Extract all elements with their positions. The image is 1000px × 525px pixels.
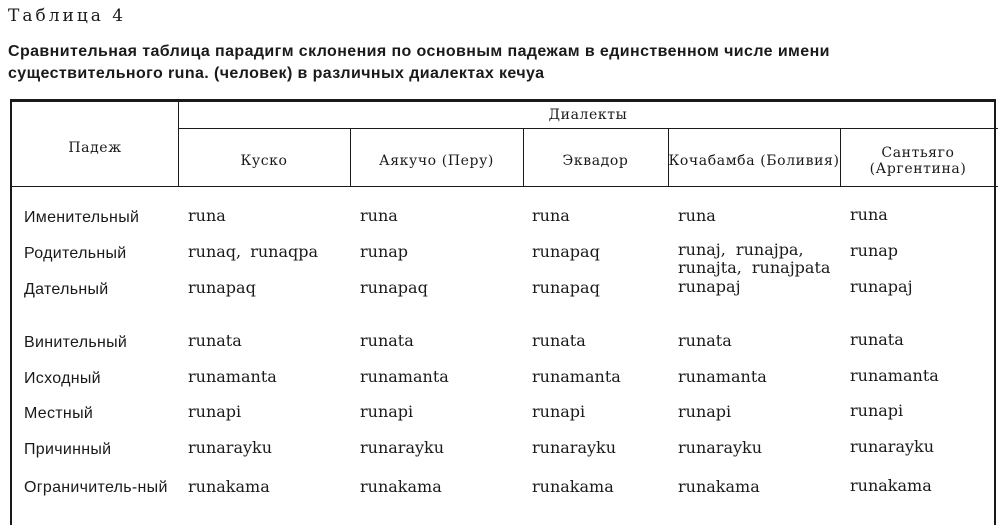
form-cell: runarayku <box>678 438 763 457</box>
form-cell: runamanta <box>850 366 939 385</box>
form-cell: runamanta <box>532 367 621 386</box>
form-cell: runapi <box>532 402 586 421</box>
form-cell: runarayku <box>360 438 445 457</box>
form-cell: runa <box>532 206 570 225</box>
form-cell: runata <box>678 331 732 350</box>
form-cell: runamanta <box>360 367 449 386</box>
form-cell: runa <box>850 205 888 224</box>
case-dative: Дательный <box>24 281 109 298</box>
header-dialect-ecuador: Эквадор <box>562 153 629 169</box>
case-nominative: Именительный <box>24 209 140 226</box>
header-case: Падеж <box>68 140 122 156</box>
header-dialect-cochabamba: Кочабамба (Боливия) <box>668 153 840 169</box>
form-cell: runa <box>188 206 226 225</box>
case-genitive: Родительный <box>24 245 127 262</box>
table-frame <box>10 99 996 525</box>
form-cell: runakama <box>850 476 932 495</box>
table-caption: Сравнительная таблица парадигм склонения по основным падежам в единственном числе имени существительного runa. (человек) в различных диалектах кечуа <box>8 43 830 82</box>
header-dialects: Диалекты <box>548 107 628 123</box>
form-cell: runarayku <box>532 438 617 457</box>
form-cell: runap <box>360 242 409 261</box>
form-cell: runata <box>360 331 414 350</box>
form-cell: runakama <box>678 477 760 496</box>
form-cell: runarayku <box>850 437 935 456</box>
header-dialect-santiago: Сантьяго (Аргентина) <box>869 145 967 177</box>
case-limitative: Ограничитель-ный <box>24 479 168 496</box>
form-cell: runarayku <box>188 438 273 457</box>
case-accusative: Винительный <box>24 334 128 351</box>
form-cell: runapi <box>678 402 732 421</box>
form-cell: runata <box>188 331 242 350</box>
form-cell: runa <box>678 206 716 225</box>
case-locative: Местный <box>24 405 94 422</box>
case-causal: Причинный <box>24 441 112 458</box>
form-cell: runaj, runajpa, runajta, runajpata <box>678 240 831 277</box>
header-dialect-ayacucho: Аякучо (Перу) <box>379 153 494 169</box>
form-cell: runapaq <box>532 278 600 297</box>
col-divider-4 <box>840 128 841 186</box>
header-dialect-cusco: Куско <box>240 153 288 169</box>
form-cell: runapaq <box>360 278 428 297</box>
table-label: Таблица 4 <box>8 6 127 26</box>
form-cell: runap <box>850 241 899 260</box>
form-cell: runamanta <box>678 367 767 386</box>
form-cell: runakama <box>532 477 614 496</box>
form-cell: runapaq <box>532 242 600 261</box>
header-bottom-rule <box>12 186 998 187</box>
form-cell: runapaq <box>188 278 256 297</box>
form-cell: runakama <box>188 477 270 496</box>
header-group-divider <box>178 128 998 129</box>
form-cell: runata <box>850 330 904 349</box>
form-cell: runapaj <box>678 277 741 296</box>
form-cell: runapaj <box>850 277 913 296</box>
form-cell: runa <box>360 206 398 225</box>
case-ablative: Исходный <box>24 370 101 387</box>
form-cell: runamanta <box>188 367 277 386</box>
form-cell: runaq, runaqpa <box>188 242 319 261</box>
form-cell: runapi <box>188 402 242 421</box>
form-cell: runakama <box>360 477 442 496</box>
form-cell: runapi <box>360 402 414 421</box>
form-cell: runata <box>532 331 586 350</box>
form-cell: runapi <box>850 401 904 420</box>
